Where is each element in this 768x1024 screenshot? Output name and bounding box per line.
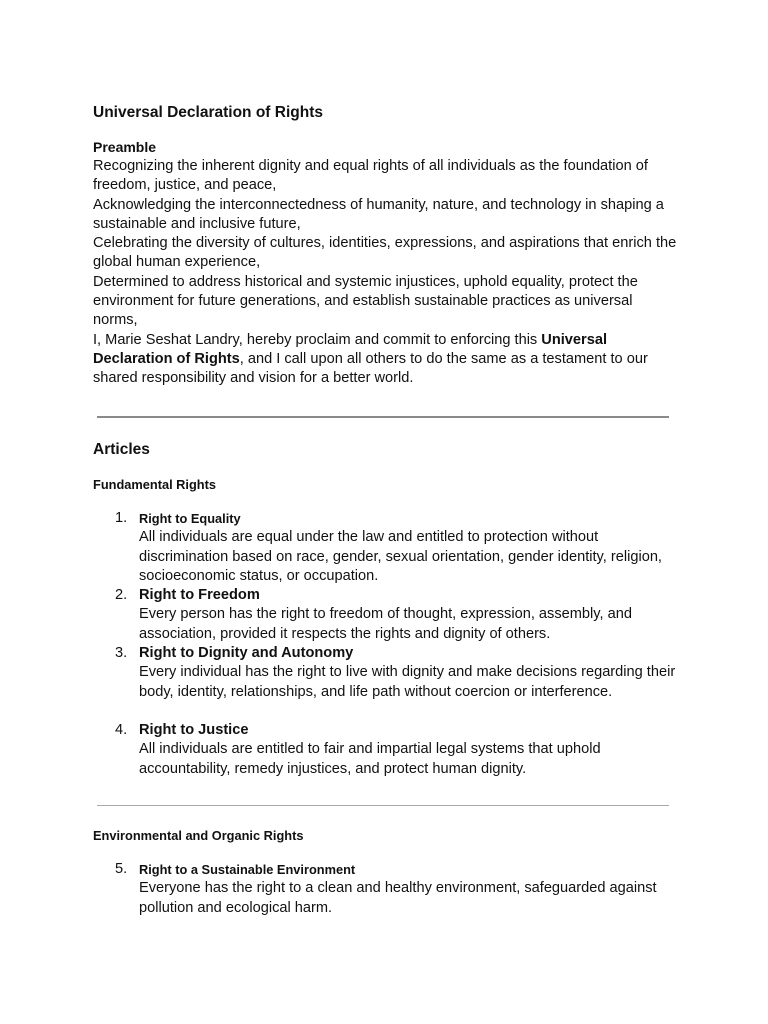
article-text: All individuals are equal under the law and entitled to protection without discrimination based on race, gender, sexual orientation, gender identity, religion, socioeconomic status, or occupation. [139,529,662,584]
preamble-paragraph: Acknowledging the interconnectedness of humanity, nature, and technology in shaping a sustainable and inclusive future, [93,196,664,232]
document-title: Universal Declaration of Rights [93,104,323,121]
section-divider [97,805,669,806]
article-text: Every person has the right to freedom of thought, expression, assembly, and association, provided it respects the rights and dignity of others. [139,606,632,642]
article-content [139,721,679,779]
section-heading-fundamental-rights: Fundamental Rights [93,477,216,492]
preamble-proclamation [93,331,678,389]
article-content [139,509,679,586]
preamble-paragraph: Determined to address historical and systemic injustices, uphold equality, protect the environment for future generations, and establish sustainable practices as universal norms, [93,273,638,329]
preamble-heading: Preamble [93,139,157,155]
article-content [139,860,679,918]
article-text: All individuals are entitled to fair and impartial legal systems that uphold accountability, remedy injustices, and protect human dignity. [139,741,601,777]
article-number: 3. [115,645,128,661]
article-text: Every individual has the right to live with dignity and make decisions regarding their body, identity, relationships, and life path without coercion or interference. [139,664,676,700]
article-title: Right to a Sustainable Environment [139,862,356,877]
article-text: Everyone has the right to a clean and healthy environment, safeguarded against pollution and ecological harm. [139,880,657,916]
proclamation-declaration-name: Universal Declaration of Rights [93,331,608,367]
article-number: 4. [115,722,128,738]
preamble-body [93,157,678,389]
articles-heading: Articles [93,441,150,458]
article-content [139,644,679,702]
article-number: 1. [115,510,128,526]
article-content [139,586,679,644]
article-title: Right to Freedom [139,587,260,603]
proclamation-text-end: , and I call upon all others to do the same as a testament to our shared responsibility and vision for a better world. [93,350,648,387]
preamble-paragraph: Celebrating the diversity of cultures, identities, expressions, and aspirations that enrich the global human experience, [93,235,677,271]
article-title: Right to Equality [139,511,241,526]
section-divider [97,416,669,418]
article-title: Right to Justice [139,722,249,738]
article-title: Right to Dignity and Autonomy [139,645,354,661]
preamble-paragraph: Recognizing the inherent dignity and equal rights of all individuals as the foundation of freedom, justice, and peace, [93,158,648,194]
proclamation-text: I, Marie Seshat Landry, hereby proclaim and commit to enforcing this [93,331,542,348]
article-number: 5. [115,861,128,877]
section-heading-environmental-rights: Environmental and Organic Rights [93,828,304,843]
article-number: 2. [115,587,128,603]
